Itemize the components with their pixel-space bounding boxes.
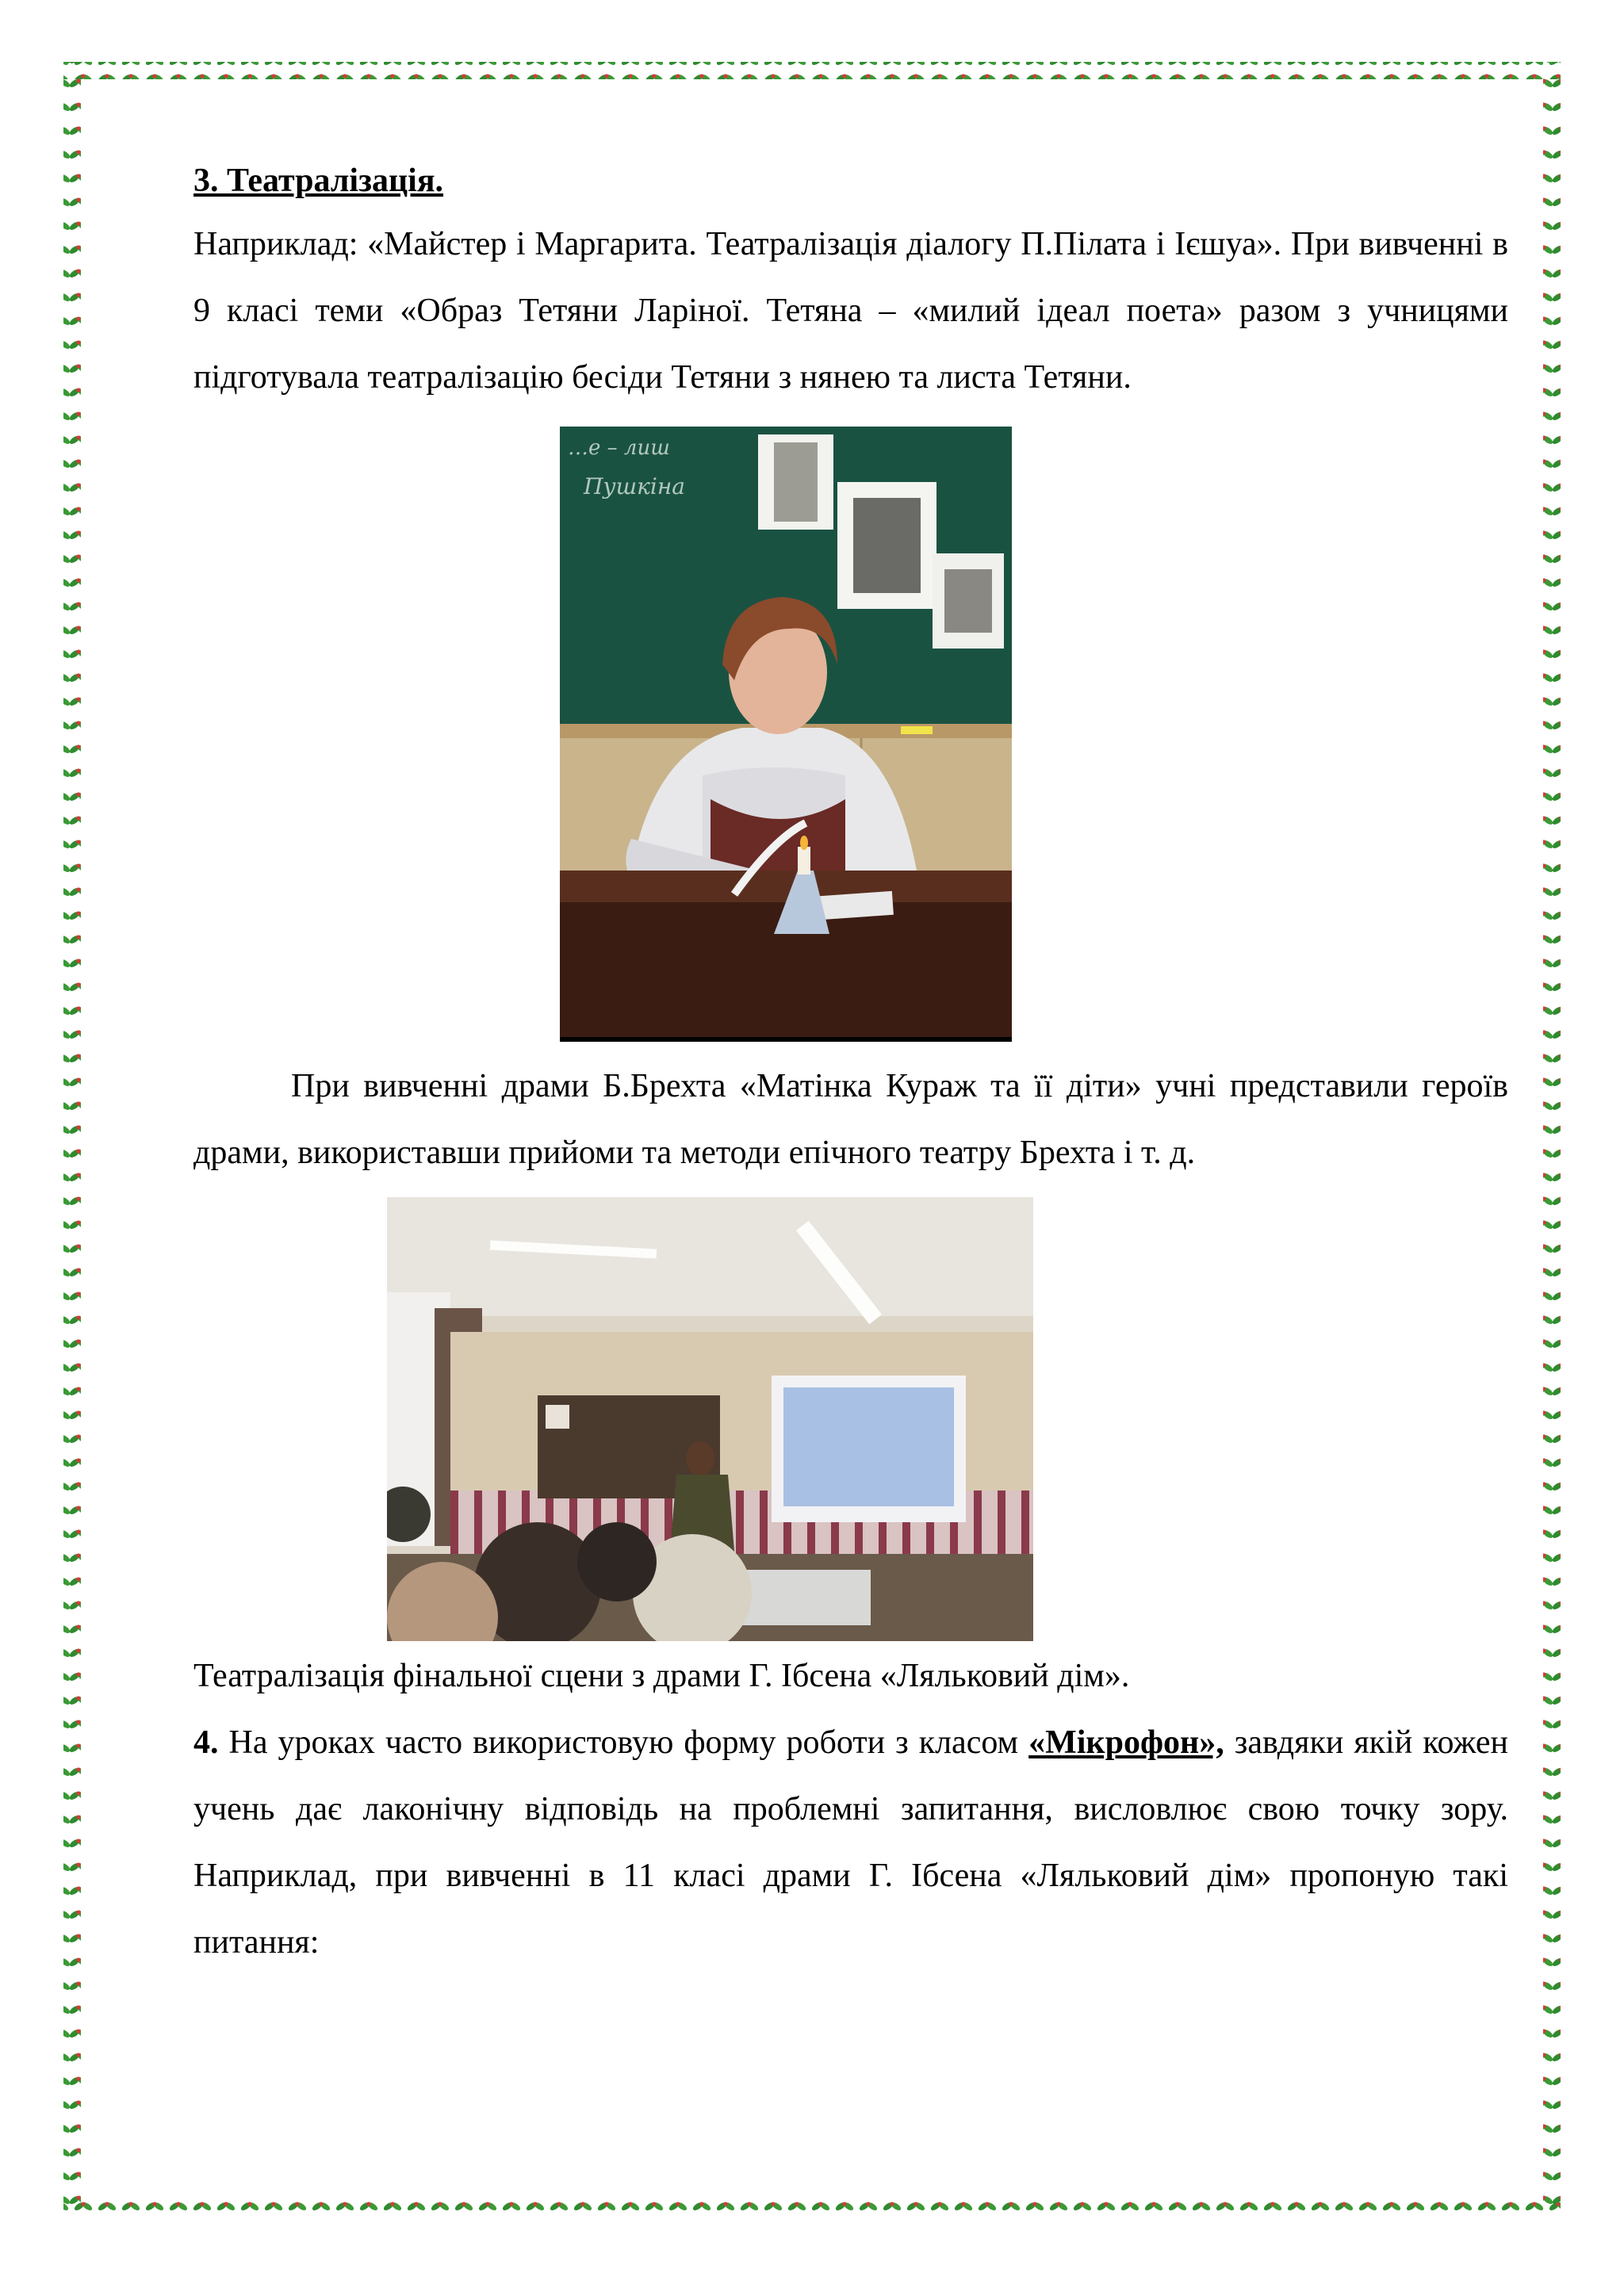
photo-tatiana-container [560,427,1012,1037]
photo-classroom-container [387,1197,1033,1641]
paragraph-2: При вивченні драми Б.Брехта «Матінка Кураж та її діти» учні представили героїв драми, використавши прийоми та методи епічного театру Брехта і т. д. [193,1068,1508,1171]
section-number: 4. [193,1724,219,1761]
svg-text:…е – лиш: …е – лиш [568,436,670,460]
paragraph-3 [193,1709,1508,1976]
svg-text:Пушкіна: Пушкіна [584,473,685,499]
photo-tatiana-underline [560,1037,1012,1042]
p3-text-2: завдяки якій кожен учень дає лаконічну відповідь на проблемні запитання, висловлює свою точку зору. Наприклад, при вивченні в 11 класі драми Г. Ібсена «Ляльковий дім» пропоную такі питання: [193,1724,1509,1961]
photo-caption: Театралізація фінальної сцени з драми Г. Ібсена «Ляльковий дім». [193,1658,1130,1694]
microphone-term: «Мікрофон», [1028,1724,1224,1761]
p3-text-1: На уроках часто використовую форму роботи з класом [218,1724,1029,1761]
paragraph-1: Наприклад: «Майстер і Маргарита. Театралізація діалогу П.Пілата і Ієшуа». При вивченні в 9 класі теми «Образ Тетяни Ларіної. Тетяна – «милий ідеал поета» разом з учницями підготувала театралізацію бесіди Тетяни з нянею та листа Тетяни. [193,226,1508,396]
page-content [193,151,1508,1976]
photo-classroom [387,1197,1033,1641]
photo-tatiana [560,427,1012,1037]
section-heading: 3. Театралізація. [193,163,444,199]
